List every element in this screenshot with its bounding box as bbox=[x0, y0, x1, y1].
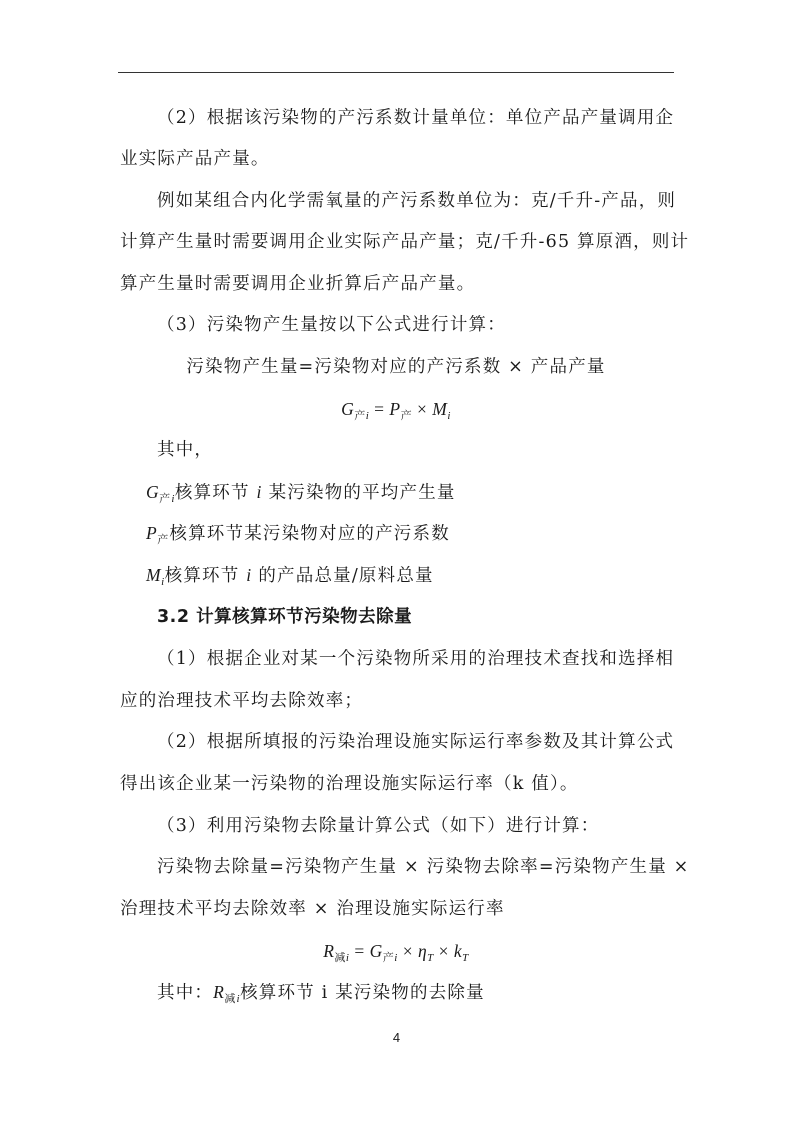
paragraph-line: 计算产生量时需要调用企业实际产品产量；克/千升-65 算原酒，则计 bbox=[120, 232, 690, 252]
definition-line: 其中：$R_{减i}$核算环节 i 某污染物的去除量 bbox=[157, 982, 485, 1005]
paragraph-line: 应的治理技术平均去除效率； bbox=[120, 691, 364, 711]
paragraph-line: （1）根据企业对某一个污染物所采用的治理技术查找和选择相 bbox=[157, 649, 675, 669]
definition-line: $G_{产i}$核算环节 i 某污染物的平均产生量 bbox=[146, 482, 456, 505]
definition-line: $M_i$核算环节 i 的产品总量/原料总量 bbox=[146, 565, 434, 588]
header-rule bbox=[118, 72, 674, 73]
paragraph-line: （3）利用污染物去除量计算公式（如下）进行计算： bbox=[157, 816, 600, 836]
page-number: 4 bbox=[392, 1030, 401, 1045]
paragraph-line: 算产生量时需要调用企业折算后产品产量。 bbox=[120, 274, 476, 294]
paragraph-line: （3）污染物产生量按以下公式进行计算： bbox=[157, 315, 506, 335]
paragraph-line: （2）根据该污染物的产污系数计量单位：单位产品产量调用企 bbox=[157, 108, 675, 128]
formula-text: 治理技术平均去除效率 × 治理设施实际运行率 bbox=[120, 899, 505, 919]
paragraph-line: 例如某组合内化学需氧量的产污系数单位为：克/千升-产品，则 bbox=[157, 191, 677, 211]
formula-text: 污染物产生量=污染物对应的产污系数 × 产品产量 bbox=[186, 357, 606, 377]
formula-equation: $G_{产i} = P_产 \times M_i$ bbox=[341, 399, 451, 422]
paragraph-line: （2）根据所填报的污染治理设施实际运行率参数及其计算公式 bbox=[157, 732, 675, 752]
section-heading: 3.2 计算核算环节污染物去除量 bbox=[157, 607, 413, 627]
paragraph-line: 得出该企业某一污染物的治理设施实际运行率（k 值）。 bbox=[120, 774, 579, 794]
formula-text: 污染物去除量=污染物产生量 × 污染物去除率=污染物产生量 × bbox=[157, 857, 690, 877]
formula-equation: $R_{减i} = G_{产i} \times \eta_T \times k_T$ bbox=[323, 941, 469, 964]
where-label: 其中， bbox=[157, 440, 214, 460]
paragraph-line: 业实际产品产量。 bbox=[120, 149, 270, 169]
definition-line: $P_产$核算环节某污染物对应的产污系数 bbox=[146, 523, 450, 546]
